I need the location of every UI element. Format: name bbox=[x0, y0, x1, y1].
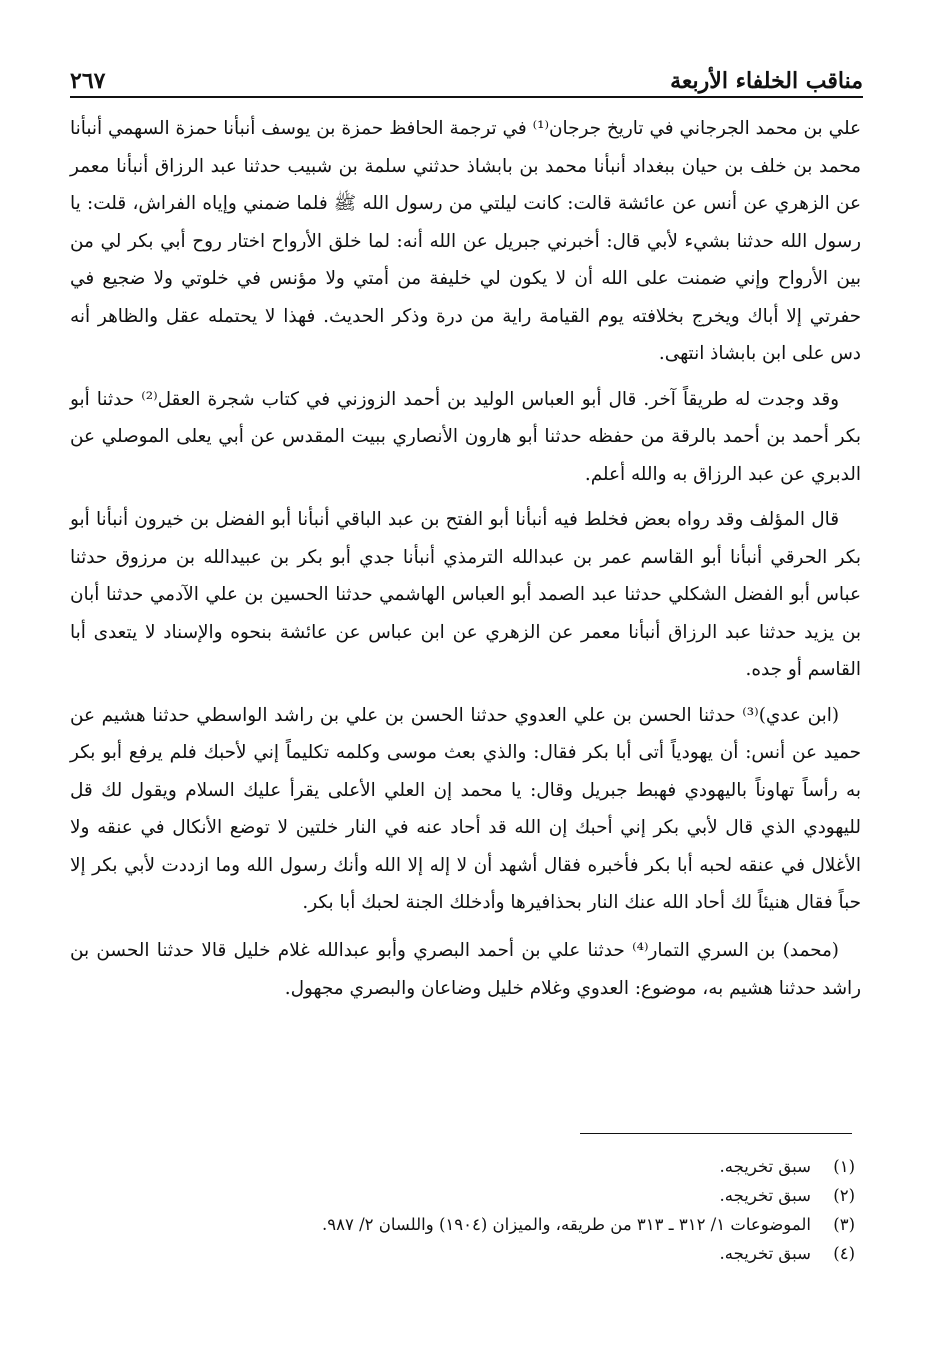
footnote-number: (٢) bbox=[833, 1186, 855, 1205]
paragraph-5: (محمد) بن السري التمار⁽⁴⁾ حدثنا علي بن أحمد البصري وأبو عبدالله غلام خليل قالا حدثنا الحسن بن راشد حدثنا هشيم به، موضوع: العدوي وغلام خليل وضاعان والبصري مجهول. bbox=[70, 939, 861, 999]
footnote-text: الموضوعات ١/ ٣١٢ ـ ٣١٣ من طريقه، والميزان (١٩٠٤) واللسان ٢/ ٩٨٧. bbox=[322, 1215, 811, 1234]
footnote-text: سبق تخريجه. bbox=[719, 1186, 811, 1205]
paragraph-2: وقد وجدت له طريقاً آخر. قال أبو العباس الوليد بن أحمد الزوزني في كتاب شجرة العقل⁽²⁾ حدثنا أبو بكر أحمد بن أحمد بالرقة من حفظه حدثنا أبو هارون الأنصاري ببيت المقدس عن أبي يعلى الموصلي عن الدبري عن عبد الرزاق به والله أعلم. bbox=[70, 388, 861, 485]
page-number: ٢٦٧ bbox=[70, 68, 106, 94]
footnote-1 bbox=[70, 1152, 855, 1181]
footnote-text: سبق تخريجه. bbox=[719, 1244, 811, 1263]
footnote-4 bbox=[70, 1239, 855, 1268]
footnote-text: سبق تخريجه. bbox=[719, 1157, 811, 1176]
paragraph-4: (ابن عدي)⁽³⁾ حدثنا الحسن بن علي العدوي حدثنا الحسن بن علي بن راشد الواسطي حدثنا هشيم عن حميد عن أنس: أن يهودياً أتى أبا بكر فقال: والذي بعث موسى وكلمه تكليماً إني لأحبك فلم يرفع أبو بكر به رأساً تهاوناً باليهودي فهبط جبريل وقال: يا محمد إن العلي الأعلى يقرأ عليك السلام ويقول لك قل لليهودي الذي قال لأبي بكر إني أحبك إن الله قد أحاد عنه في النار خلتين لا توضع الأنكال في عنقه ولا الأغلال في عنقه لحبه أبا بكر فأخبره فقال أشهد أن لا إله إلا الله وأنك رسول الله وما ازددت لأبي بكر إلا حباً فقال هنيئاً لك أحاد الله عنك النار بحذافيرها وأدخلك الجنة لحبك أبا بكر. bbox=[70, 704, 861, 913]
footnote-number: (١) bbox=[833, 1157, 855, 1176]
footnote-2 bbox=[70, 1181, 855, 1210]
paragraph-3: قال المؤلف وقد رواه بعض فخلط فيه أنبأنا أبو الفتح بن عبد الباقي أنبأنا أبو الفضل بن خيرون أنبأنا أبو بكر الحرقي أنبأنا أبو القاسم عمر بن عبدالله الترمذي أنبأنا جدي أبو بكر بن عبيدالله بن مرزوق حدثنا عباس أبو الفضل الشكلي حدثنا عبد الصمد أبو العباس الهاشمي حدثنا الحسين بن علي الآدمي حدثنا أبان بن يزيد حدثنا عبد الرزاق أنبأنا معمر عن الزهري عن ابن عباس عن عائشة بنحوه والإسناد لا يتعدى أبا القاسم أو جده. bbox=[70, 509, 861, 680]
footnotes bbox=[70, 1152, 855, 1268]
footnote-divider bbox=[580, 1133, 852, 1134]
paragraph-1: علي بن محمد الجرجاني في تاريخ جرجان⁽¹⁾ في ترجمة الحافظ حمزة بن يوسف أنبأنا حمزة السهمي أنبأنا محمد بن خلف بن حيان ببغداد أنبأنا محمد بن بابشاذ حدثني سلمة بن شبيب حدثنا عبد الرزاق أنبأنا معمر عن الزهري عن أنس عن عائشة قالت: كانت ليلتي من رسول الله ﷺ فلما ضمني وإياه الفراش، قلت: يا رسول الله حدثنا بشيء لأبي قال: أخبرني جبريل عن الله أنه: لما خلق الأرواح اختار روح أبي بكر لي من بين الأرواح وإني ضمنت على الله أن لا يكون لي خليفة من أمتي ولا مؤنس في خلوتي ولا ضجيع في حفرتي إلا أباك ويخرج بخلافته يوم القيامة راية من درة وذكر الحديث. فهذا لا يحتمله عقل والظاهر أنه دس على ابن بابشاذ انتهى. bbox=[70, 118, 862, 364]
running-title: مناقب الخلفاء الأربعة bbox=[670, 68, 863, 94]
running-header bbox=[70, 60, 863, 98]
footnote-3 bbox=[70, 1210, 855, 1239]
footnote-number: (٤) bbox=[833, 1244, 855, 1263]
main-text bbox=[70, 110, 861, 1016]
footnote-number: (٣) bbox=[833, 1215, 855, 1234]
